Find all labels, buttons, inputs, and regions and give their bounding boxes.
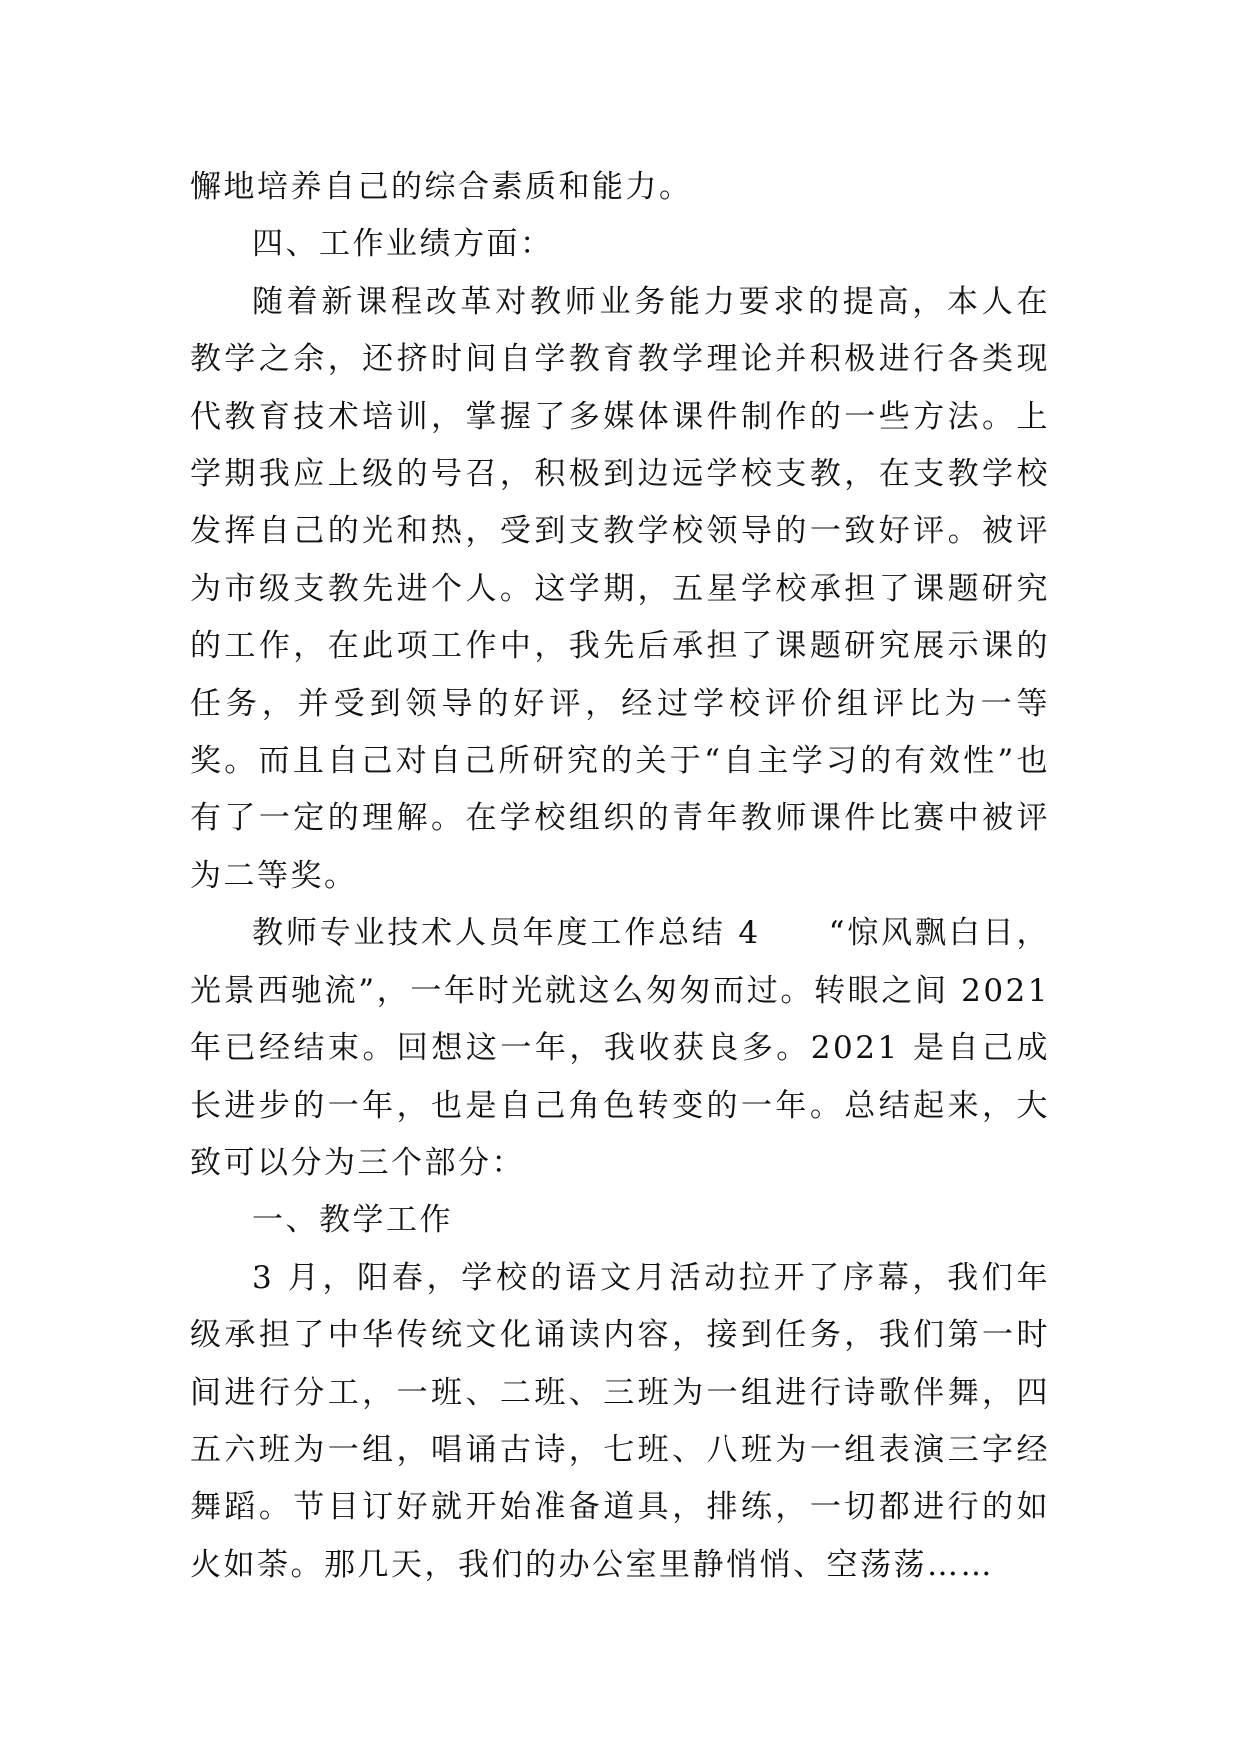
section-heading-teaching-work: 一、教学工作 <box>252 1202 453 1239</box>
document-body <box>190 159 1050 1594</box>
paragraph-summary-4-intro: 教师专业技术人员年度工作总结 4 “惊风飘白日，光景西驰流”，一年时光就这么匆匆而过。转眼之间 2021 年已经结束。回想这一年，我收获良多。2021 是自己成长进步的一年，也是自己角色转变的一年。总结起来，大致可以分为三个部分： <box>190 915 1050 1181</box>
section-heading-work-performance: 四、工作业绩方面： <box>252 226 554 263</box>
paragraph-continuation: 懈地培养自己的综合素质和能力。 <box>190 169 693 205</box>
paragraph-work-performance: 随着新课程改革对教师业务能力要求的提高，本人在教学之余，还挤时间自学教育教学理论并积极进行各类现代教育技术培训，掌握了多媒体课件制作的一些方法。上学期我应上级的号召，积极到边远学校支教，在支教学校发挥自己的光和热，受到支教学校领导的一致好评。被评为市级支教先进个人。这学期，五星学校承担了课题研究的工作，在此项工作中，我先后承担了课题研究展示课的任务，并受到领导的好评，经过学校评价组评比为一等奖。而且自己对自己所研究的关于“自主学习的有效性”也有了一定的理解。在学校组织的青年教师课件比赛中被评为二等奖。 <box>190 283 1050 894</box>
paragraph-teaching-work: 3 月，阳春，学校的语文月活动拉开了序幕，我们年级承担了中华传统文化诵读内容，接到任务，我们第一时间进行分工，一班、二班、三班为一组进行诗歌伴舞，四五六班为一组，唱诵古诗，七班、八班为一组表演三字经舞蹈。节目订好就开始准备道具，排练，一切都进行的如火如荼。那几天，我们的办公室里静悄悄、空荡荡…… <box>190 1259 1050 1583</box>
